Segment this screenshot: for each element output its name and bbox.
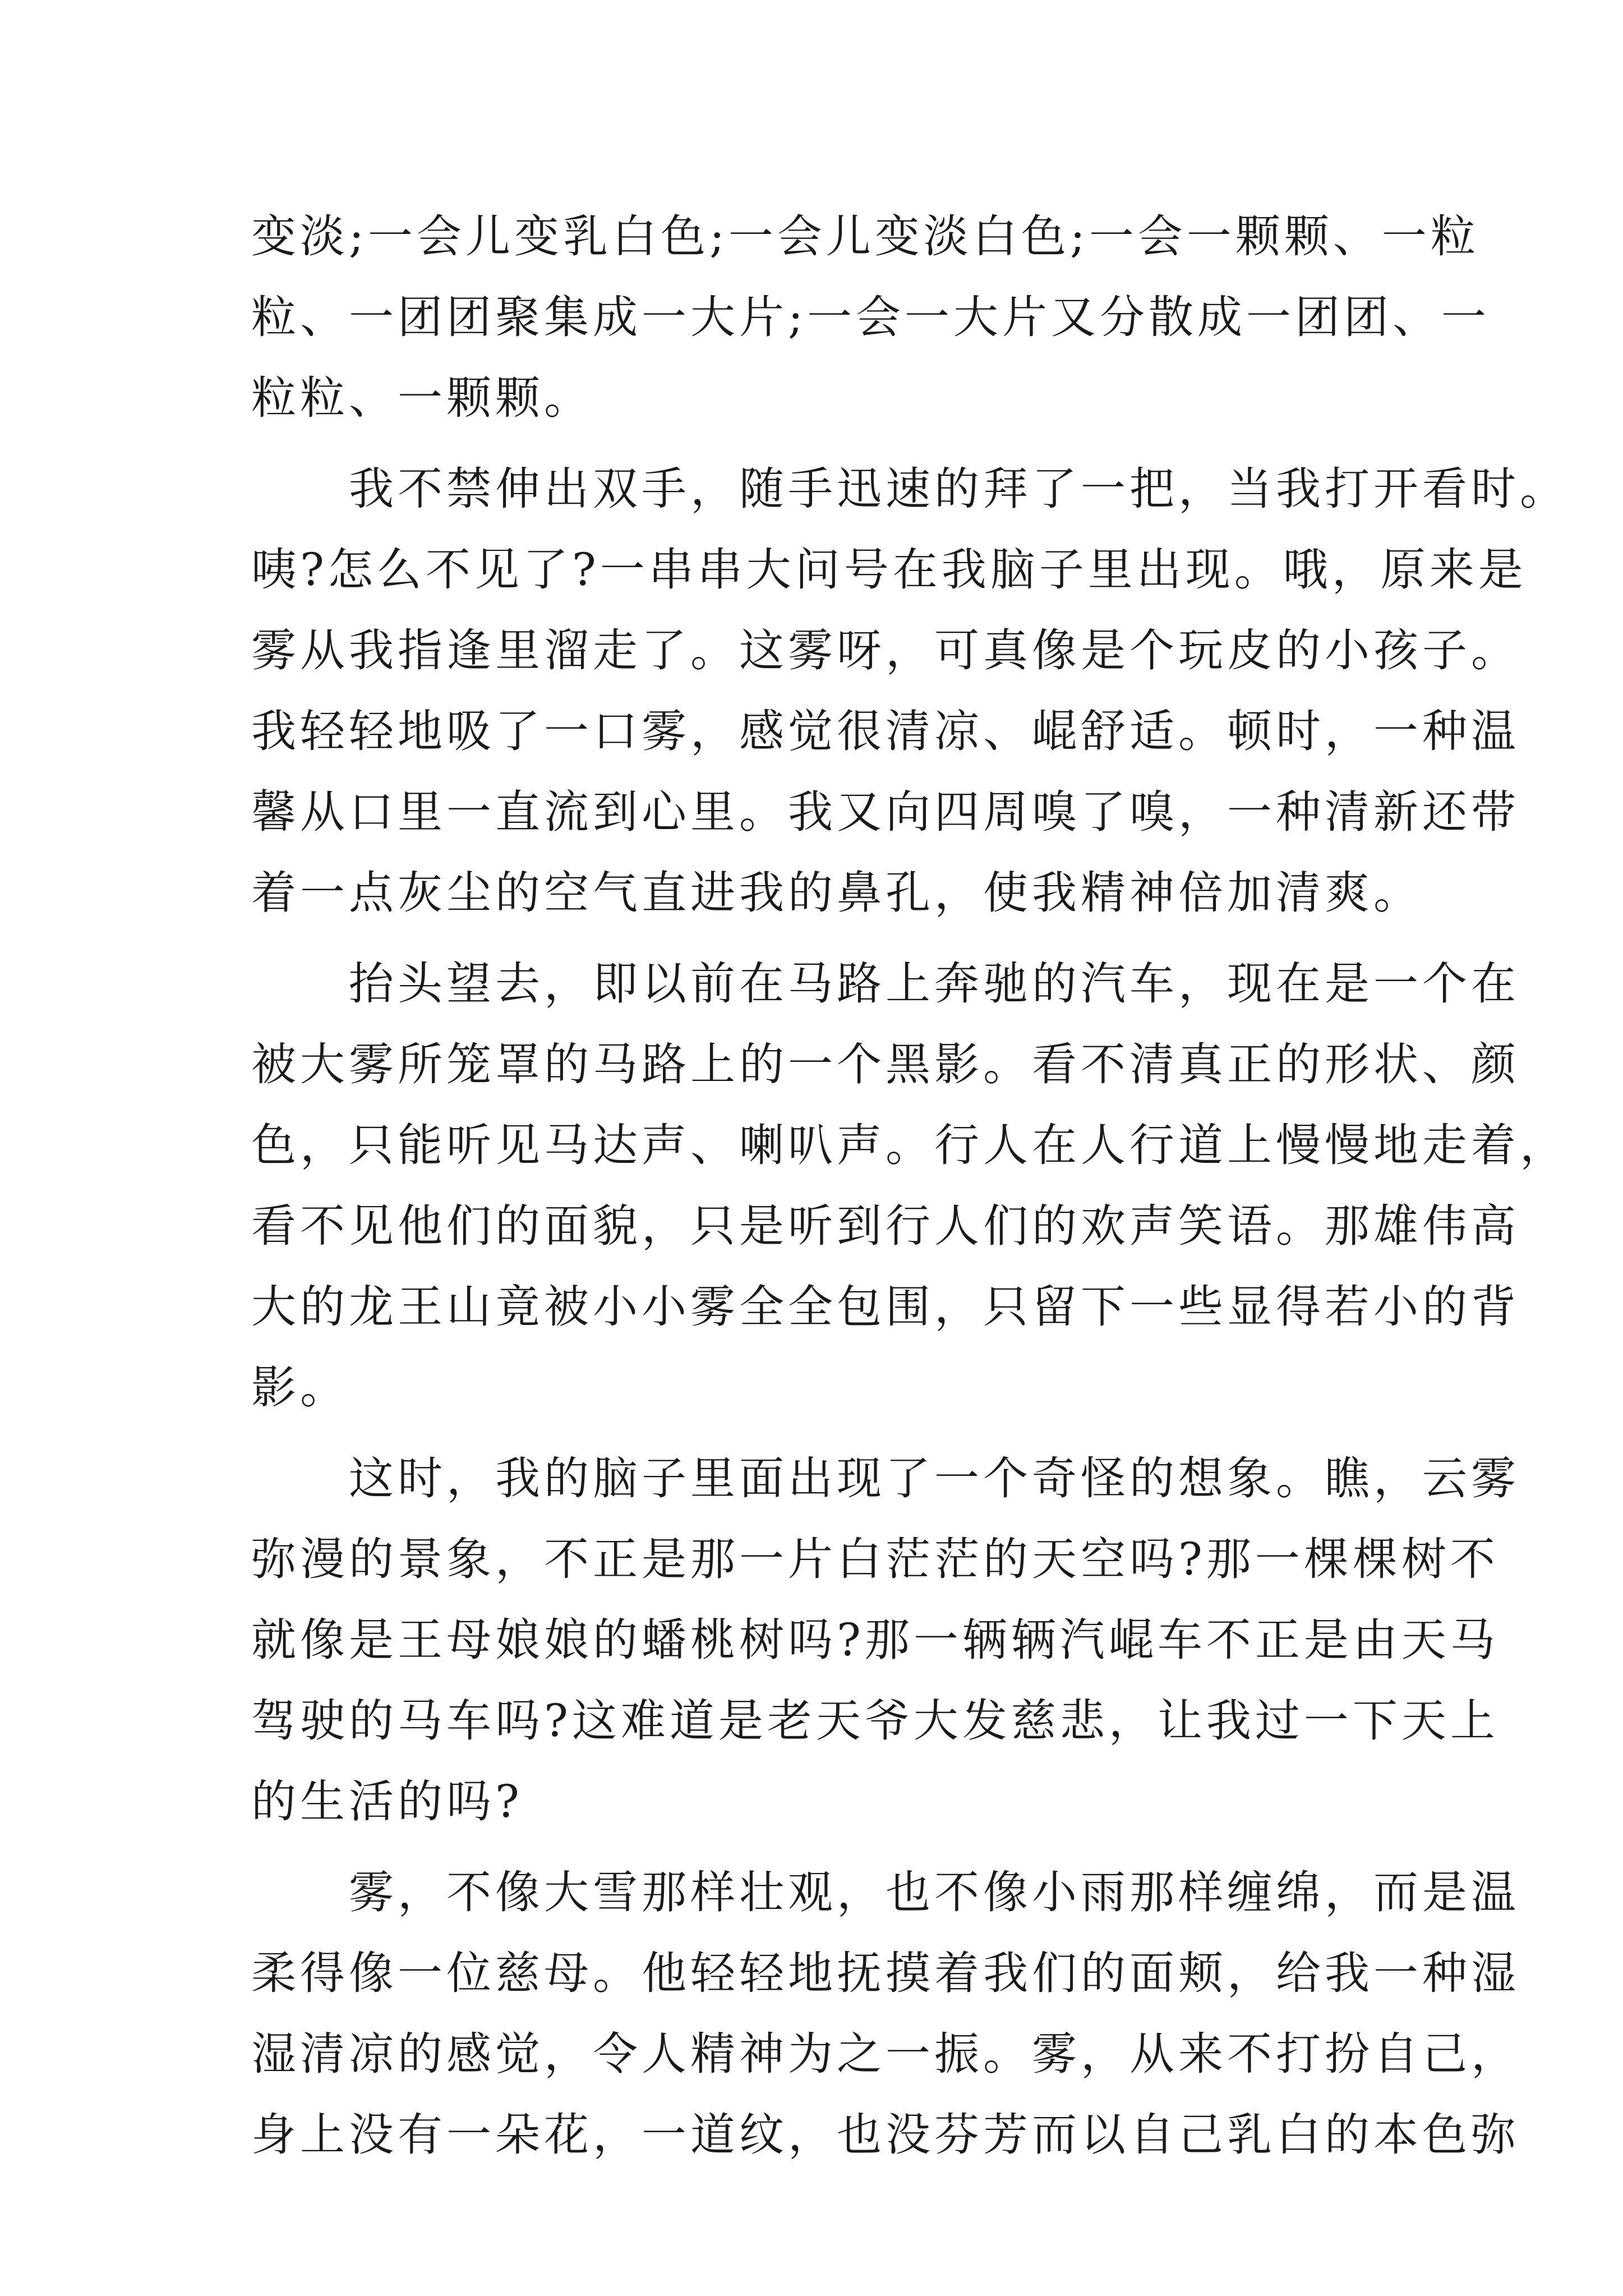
text-line: 这时，我的脑子里面出现了一个奇怪的想象。瞧，云雾 (251, 1452, 1520, 1504)
text-line: 变淡;一会儿变乳白色;一会儿变淡白色;一会一颗颗、一粒 (251, 210, 1479, 263)
text-line: 被大雾所笼罩的马路上的一个黑影。看不清真正的形状、颜 (251, 1038, 1520, 1091)
text-line: 色，只能听见马达声、喇叭声。行人在人行道上慢慢地走着， (251, 1119, 1569, 1171)
text-line: 弥漫的景象，不正是那一片白茫茫的天空吗?那一棵棵树不 (251, 1533, 1499, 1585)
text-line: 柔得像一位慈母。他轻轻地抚摸着我们的面颊，给我一种湿 (251, 1947, 1520, 1999)
text-line: 影。 (251, 1361, 349, 1414)
text-line: 大的龙王山竟被小小雾全全包围，只留下一些显得若小的背 (251, 1281, 1520, 1333)
text-line: 粒粒、一颗颗。 (251, 372, 593, 424)
text-line: 咦?怎么不见了?一串串大问号在我脑子里出现。哦，原来是 (251, 544, 1527, 596)
text-line: 身上没有一朵花，一道纹，也没芬芳而以自己乳白的本色弥 (251, 2109, 1520, 2161)
text-line: 抬头望去，即以前在马路上奔驰的汽车，现在是一个在 (251, 958, 1520, 1010)
essay-text (251, 196, 1569, 2175)
text-line: 雾从我指逢里溜走了。这雾呀，可真像是个玩皮的小孩子。 (251, 624, 1520, 677)
text-line: 驾驶的马车吗?这难道是老天爷大发慈悲，让我过一下天上 (251, 1695, 1499, 1747)
text-line: 着一点灰尘的空气直进我的鼻孔，使我精神倍加清爽。 (251, 867, 1422, 919)
text-line: 看不见他们的面貌，只是听到行人们的欢声笑语。那雄伟高 (251, 1200, 1520, 1252)
text-line: 的生活的吗? (251, 1775, 523, 1828)
text-line: 湿清凉的感觉，令人精神为之一振。雾，从来不打扮自己， (251, 2028, 1520, 2080)
text-line: 我轻轻地吸了一口雾，感觉很清凉、崐舒适。顿时，一种温 (251, 705, 1520, 757)
text-line: 我不禁伸出双手，随手迅速的拜了一把，当我打开看时。 (251, 463, 1569, 515)
text-line: 馨从口里一直流到心里。我又向四周嗅了嗅，一种清新还带 (251, 786, 1520, 838)
text-line: 粒、一团团聚集成一大片;一会一大片又分散成一团团、一 (251, 291, 1490, 343)
text-line: 就像是王母娘娘的蟠桃树吗?那一辆辆汽崐车不正是由天马 (251, 1614, 1499, 1666)
text-line: 雾，不像大雪那样壮观，也不像小雨那样缠绵，而是温 (251, 1866, 1520, 1918)
